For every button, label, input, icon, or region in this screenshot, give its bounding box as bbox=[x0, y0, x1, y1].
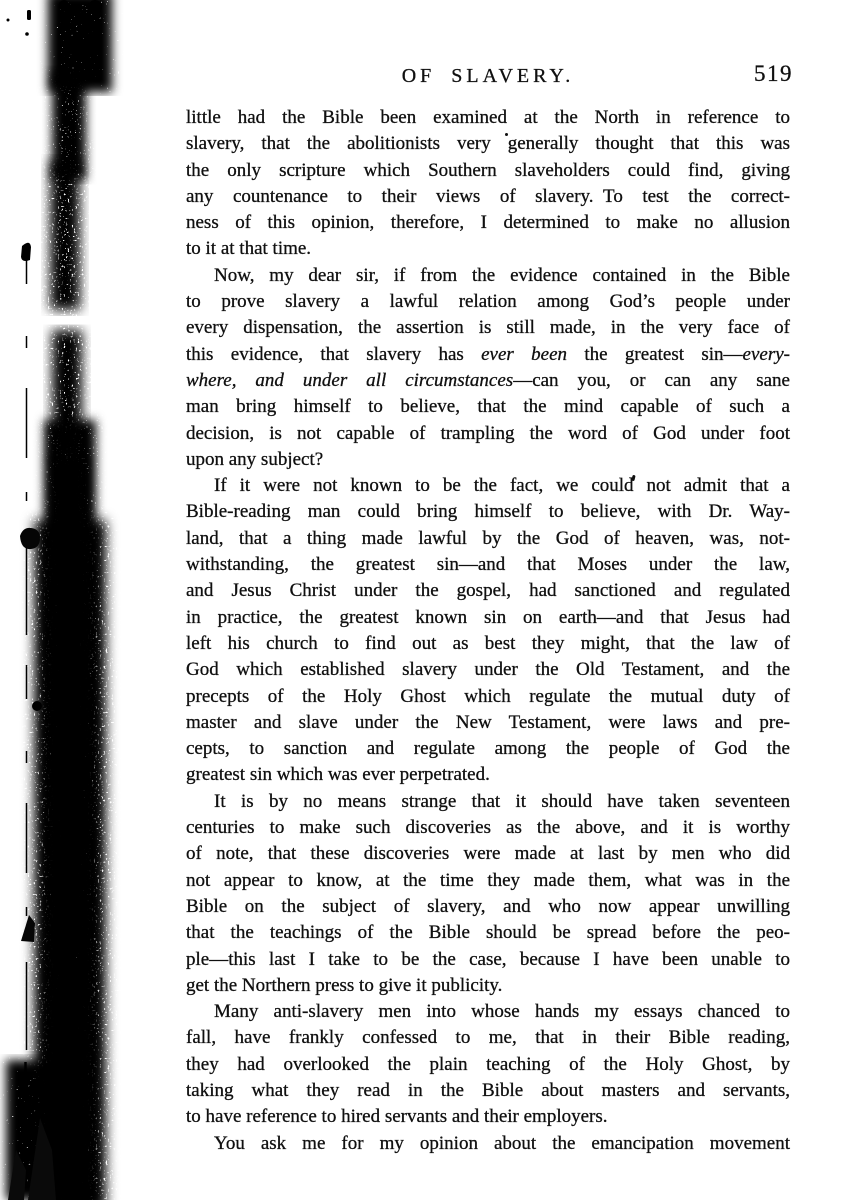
text-line bbox=[186, 1025, 790, 1051]
text-line bbox=[186, 447, 790, 473]
text-segment: to have reference to hired servants and their employers. bbox=[186, 1106, 608, 1128]
text-line bbox=[186, 473, 790, 499]
text-segment: man bring himself to believe, that the mind capable of such a bbox=[186, 396, 790, 418]
text-line bbox=[186, 920, 790, 946]
text-line bbox=[186, 158, 790, 184]
text-line bbox=[186, 973, 790, 999]
text-line bbox=[186, 421, 790, 447]
text-segment: Bible on the subject of slavery, and who now appear unwilling bbox=[186, 895, 790, 917]
text-segment: of note, that these discoveries were made at last by men who did bbox=[186, 843, 790, 865]
text-segment: to it at that time. bbox=[186, 238, 312, 260]
page-number: 519 bbox=[754, 61, 793, 86]
text-segment: decision, is not capable of trampling the word of God under foot bbox=[186, 422, 790, 444]
text-line bbox=[186, 263, 790, 289]
text-segment: ple—this last I take to be the case, because I have been unable to bbox=[186, 948, 790, 970]
text-line bbox=[186, 210, 790, 236]
text-line bbox=[186, 894, 790, 920]
text-segment: cepts, to sanction and regulate among the people of God the bbox=[186, 738, 790, 760]
text-line bbox=[186, 762, 790, 788]
text-segment: upon any subject? bbox=[186, 448, 324, 470]
text-line bbox=[186, 368, 790, 394]
text-line bbox=[186, 1131, 790, 1157]
page-header bbox=[186, 61, 793, 92]
text-segment: If it were not known to be the fact, we could not admit that a bbox=[214, 475, 790, 497]
text-segment: left his church to find out as best they might, that the law of bbox=[186, 632, 790, 654]
text-line bbox=[186, 499, 790, 525]
text-segment: and Jesus Christ under the gospel, had sanctioned and regulated bbox=[186, 580, 790, 602]
text-line bbox=[186, 999, 790, 1025]
scan-artifact bbox=[0, 0, 140, 1200]
text-line bbox=[186, 236, 790, 262]
text-line bbox=[186, 526, 790, 552]
text-segment: get the Northern press to give it publicity. bbox=[186, 974, 503, 996]
text-line bbox=[186, 105, 790, 131]
text-line bbox=[186, 394, 790, 420]
text-segment: to prove slavery a lawful relation among God’s people under bbox=[186, 291, 790, 313]
text-segment: Bible-reading man could bring himself to believe, with Dr. Way- bbox=[186, 501, 790, 523]
text-segment: taking what they read in the Bible about masters and servants, bbox=[186, 1079, 790, 1101]
text-segment: precepts of the Holy Ghost which regulate the mutual duty of bbox=[186, 685, 790, 707]
text-line bbox=[186, 815, 790, 841]
text-segment: greatest sin which was ever perpetrated. bbox=[186, 764, 490, 786]
text-line bbox=[186, 552, 790, 578]
text-segment: slavery, that the abolitionists very generally thought that this was bbox=[186, 133, 790, 155]
text-line bbox=[186, 605, 790, 631]
text-line bbox=[186, 789, 790, 815]
text-line bbox=[186, 184, 790, 210]
text-line bbox=[186, 657, 790, 683]
text-segment: any countenance to their views of slavery. To test the correct- bbox=[186, 185, 790, 207]
text-line bbox=[186, 631, 790, 657]
text-line bbox=[186, 868, 790, 894]
running-title: OF SLAVERY. bbox=[401, 65, 575, 87]
text-segment: in practice, the greatest known sin on earth—and that Jesus had bbox=[186, 606, 790, 628]
text-line bbox=[186, 1078, 790, 1104]
text-segment: that the teachings of the Bible should be spread before the peo- bbox=[186, 922, 790, 944]
text-segment: —can you, or can any sane bbox=[513, 369, 790, 391]
text-line bbox=[186, 684, 790, 710]
text-segment: ness of this opinion, therefore, I determined to make no allusion bbox=[186, 212, 790, 234]
text-segment: Now, my dear sir, if from the evidence contained in the Bible bbox=[214, 264, 790, 286]
text-line bbox=[186, 736, 790, 762]
italic-text-segment: ever been bbox=[481, 343, 568, 365]
text-line bbox=[186, 1104, 790, 1130]
text-line bbox=[186, 710, 790, 736]
text-line bbox=[186, 131, 790, 157]
text-segment: fall, have frankly confessed to me, that in their Bible reading, bbox=[186, 1027, 790, 1049]
body-text bbox=[186, 105, 790, 1157]
text-line bbox=[186, 342, 790, 368]
text-line bbox=[186, 289, 790, 315]
italic-text-segment: every- bbox=[742, 343, 790, 365]
text-segment: not appear to know, at the time they made them, what was in the bbox=[186, 869, 790, 891]
text-segment: centuries to make such discoveries as the above, and it is worthy bbox=[186, 817, 790, 839]
text-line bbox=[186, 578, 790, 604]
text-segment: God which established slavery under the Old Testament, and the bbox=[186, 659, 790, 681]
text-segment: the only scripture which Southern slaveholders could find, giving bbox=[186, 159, 790, 181]
text-segment: they had overlooked the plain teaching of the Holy Ghost, by bbox=[186, 1053, 790, 1075]
text-line bbox=[186, 1052, 790, 1078]
text-segment: land, that a thing made lawful by the God of heaven, was, not- bbox=[186, 527, 790, 549]
text-line bbox=[186, 315, 790, 341]
text-line bbox=[186, 841, 790, 867]
text-segment: You ask me for my opinion about the emancipation movement bbox=[214, 1132, 790, 1154]
text-segment: master and slave under the New Testament, were laws and pre- bbox=[186, 711, 790, 733]
text-segment: Many anti-slavery men into whose hands my essays chanced to bbox=[214, 1001, 790, 1023]
text-line bbox=[186, 947, 790, 973]
text-segment: withstanding, the greatest sin—and that Moses under the law, bbox=[186, 554, 790, 576]
italic-text-segment: where, and under all circumstances bbox=[186, 369, 514, 391]
text-segment: every dispensation, the assertion is still made, in the very face of bbox=[186, 317, 790, 339]
text-segment: this evidence, that slavery has bbox=[186, 343, 482, 365]
text-segment: little had the Bible been examined at the North in reference to bbox=[186, 107, 790, 128]
text-segment: the greatest sin— bbox=[567, 343, 743, 365]
text-segment: It is by no means strange that it should have taken seventeen bbox=[214, 790, 790, 812]
